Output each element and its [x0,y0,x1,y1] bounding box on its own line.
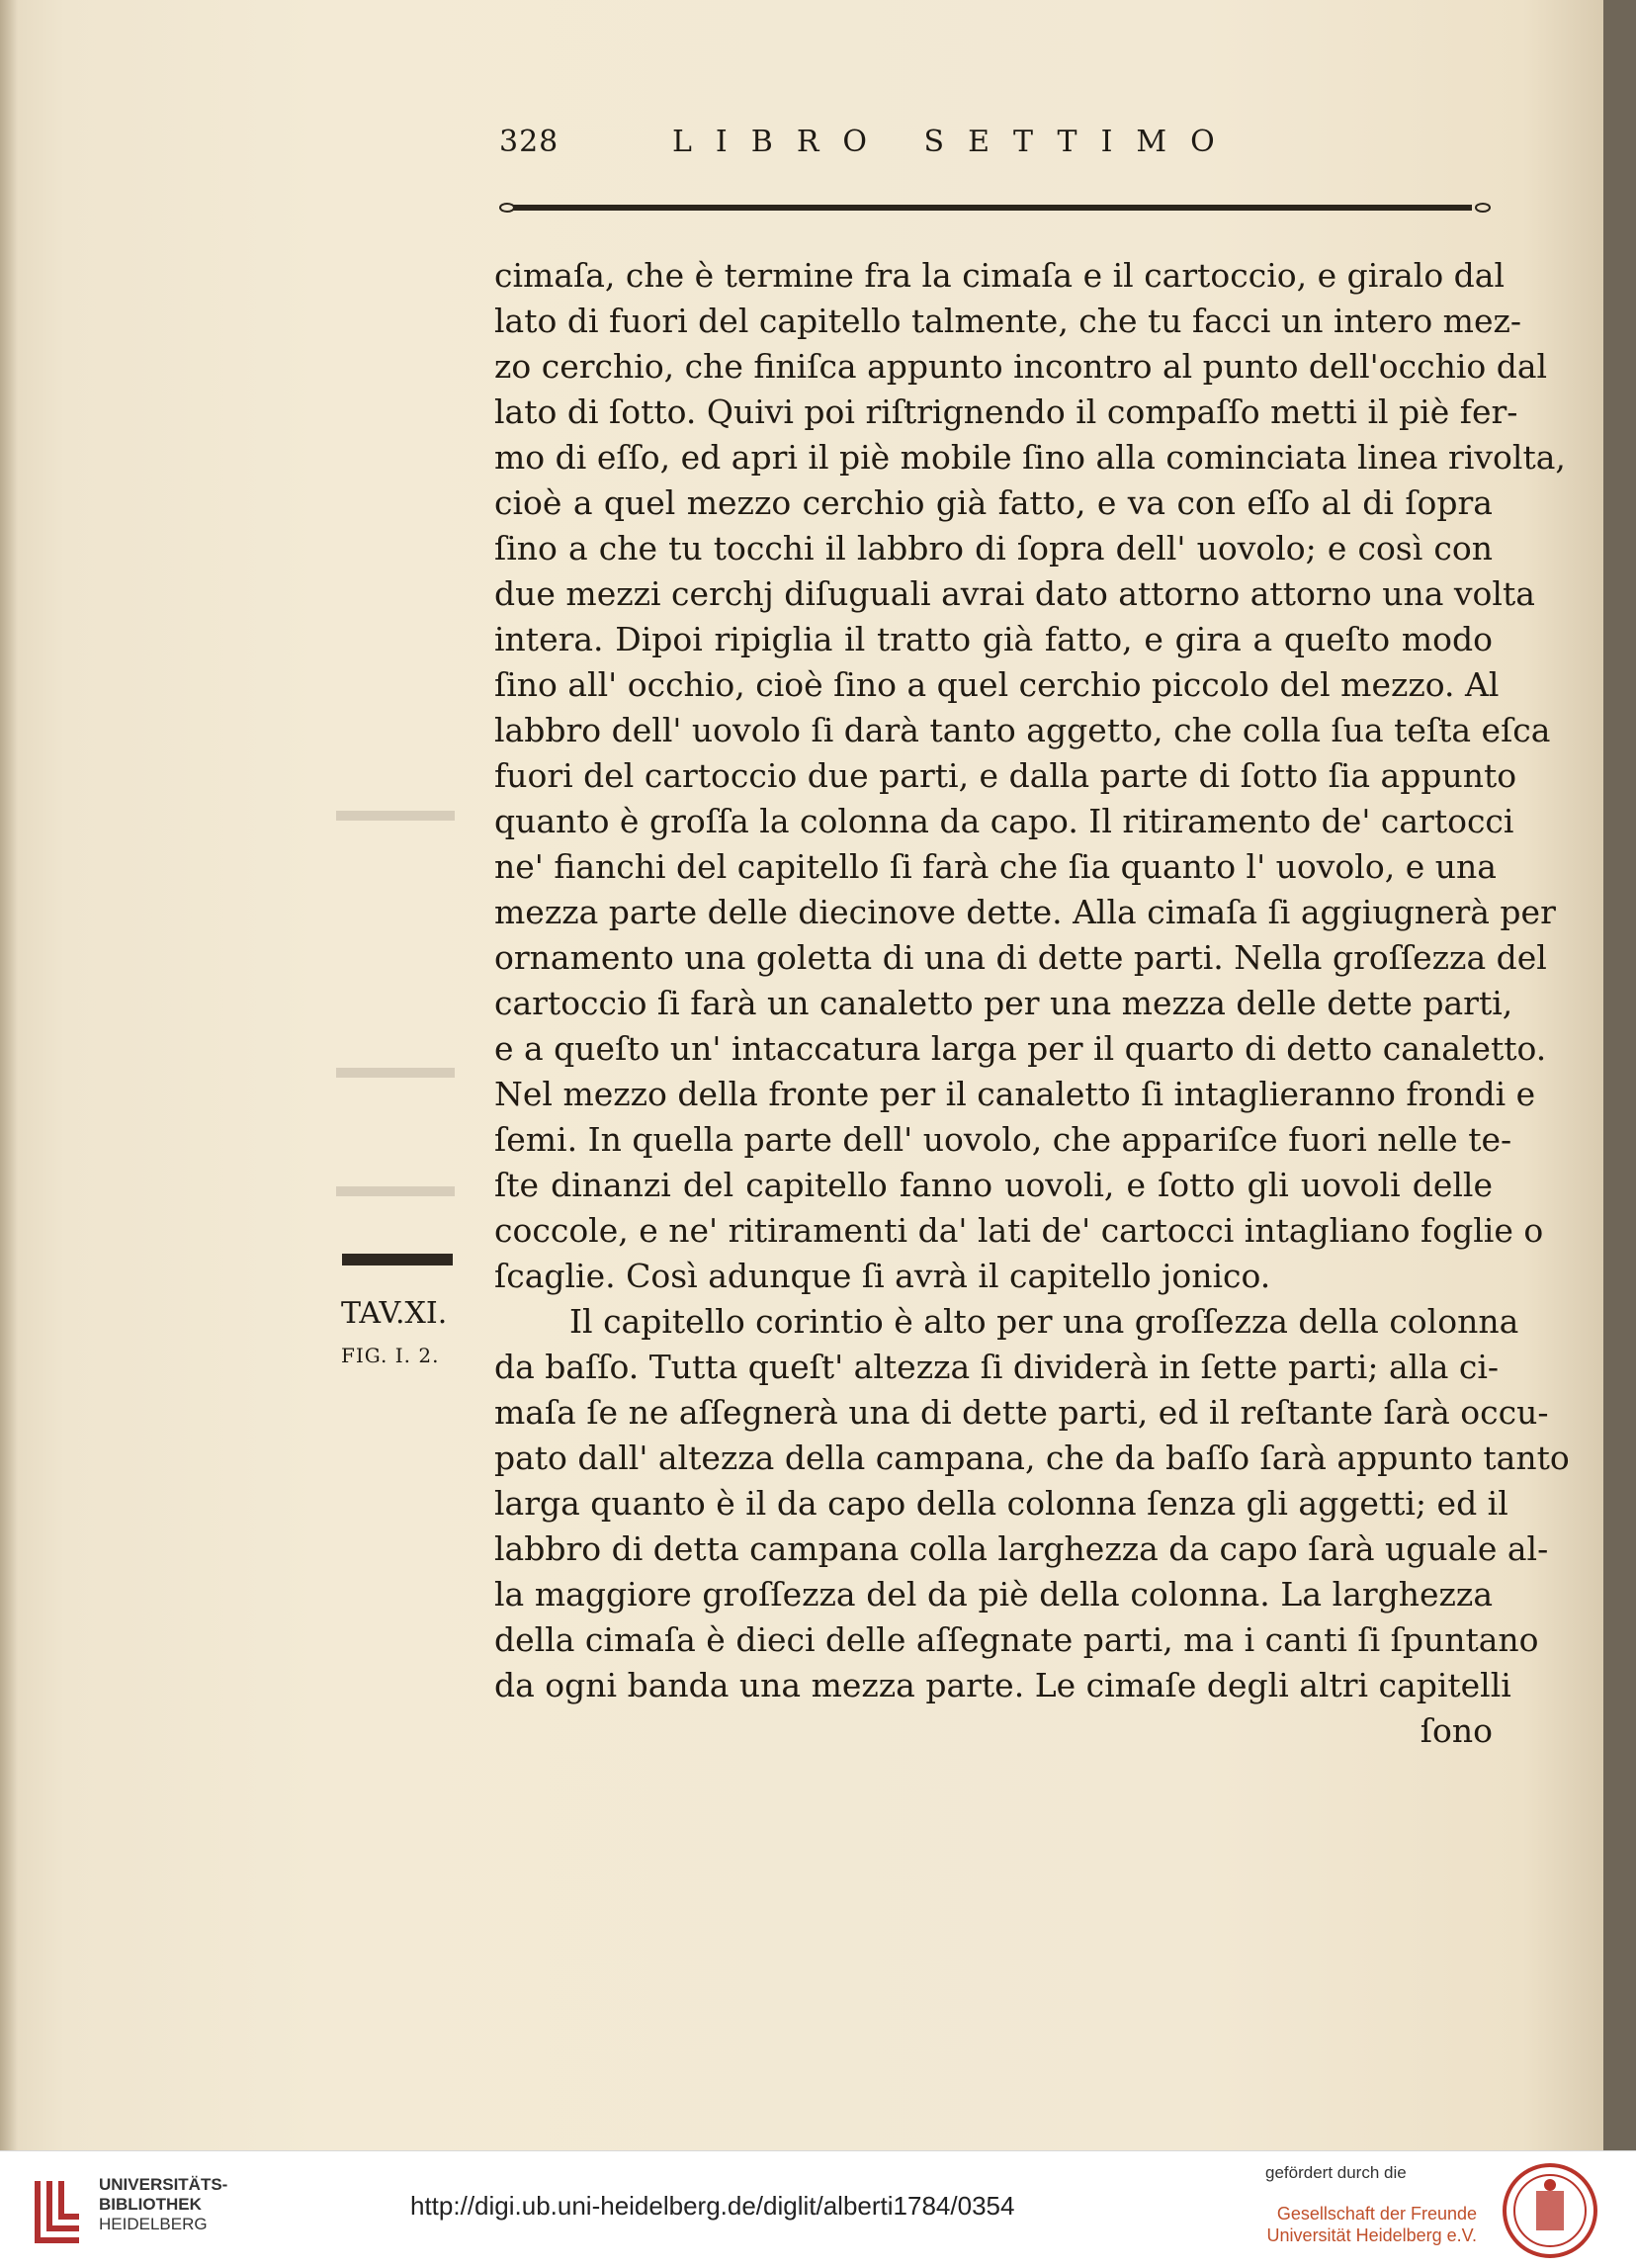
library-name-line: UNIVERSITÄTS- [99,2175,228,2194]
text-line: cioè a quel mezzo cerchio già fatto, e va con eſſo al di ſopra [494,483,1493,522]
gutter-shadow [0,0,18,2150]
university-library-logo-icon[interactable] [30,2171,89,2250]
catchword: ſono [1420,1711,1493,1750]
society-name-line: Universität Heidelberg e.V. [1266,2225,1477,2245]
running-head [499,125,1320,164]
text-line: della cimaſa è dieci delle aſſegnate parti, ma i canti ſi ſpuntano [494,1620,1539,1659]
university-seal-icon[interactable] [1501,2161,1599,2260]
text-line: coccole, e ne' ritiramenti da' lati de' cartocci intagliano foglie o [494,1211,1544,1250]
plate-reference: TAV.XI. [341,1296,448,1331]
text-line: da ogni banda una mezza parte. Le cimaſe degli altri capitelli [494,1666,1511,1704]
text-line: mo di eſſo, ed apri il piè mobile ſino alla cominciata linea rivolta, [494,438,1566,477]
paragraph-start-line: Il capitello corintio è alto per una groſſezza della colonna [569,1302,1519,1341]
text-line: labbro di detta campana colla larghezza da capo ſarà uguale al- [494,1529,1549,1568]
text-line: mezza parte delle diecinove dette. Alla cimaſa ſi aggiugnerà per [494,893,1556,931]
library-name-line: HEIDELBERG [99,2215,208,2233]
text-line: due mezzi cerchj diſuguali avrai dato attorno attorno una volta [494,574,1535,613]
text-line: lato di fuori del capitello talmente, che tu facci un intero mez- [494,302,1522,340]
text-line: lato di ſotto. Quivi poi riſtrignendo il compaſſo metti il piè fer- [494,393,1518,431]
text-line: ſino a che tu tocchi il labbro di ſopra dell' uovolo; e così con [494,529,1493,567]
text-line: larga quanto è il da capo della colonna ſenza gli aggetti; ed il [494,1484,1508,1523]
page-number: 328 [499,125,560,159]
text-line: pato dall' altezza della campana, che da baſſo ſarà appunto tanto [494,1439,1570,1477]
text-line: ſino all' occhio, cioè ſino a quel cerchio piccolo del mezzo. Al [494,665,1500,704]
text-line: ornamento una goletta di una di dette parti. Nella groſſezza del [494,938,1547,977]
section-title: LIBRO SETTIMO [672,125,1239,159]
body-text [494,253,1570,1754]
society-name[interactable] [1248,2203,1477,2246]
footer-bar [0,2150,1636,2268]
bleed-through-mark [336,811,455,821]
figure-reference: FIG. I. 2. [341,1344,440,1367]
text-line: zo cerchio, che finiſca appunto incontro al punto dell'occhio dal [494,347,1548,386]
bleed-through-mark [336,1068,455,1078]
text-line: ne' fianchi del capitello ſi farà che ſia quanto l' uovolo, e una [494,847,1497,886]
header-rule [499,202,1493,214]
text-line: da baſſo. Tutta queſt' altezza ſi dividerà in ſette parti; alla ci- [494,1348,1500,1386]
text-line: fuori del cartoccio due parti, e dalla parte di ſotto ſia appunto [494,756,1517,795]
funded-by-label: gefördert durch die [1265,2163,1407,2182]
library-name-line: BIBLIOTHEK [99,2195,202,2214]
text-line: ſte dinanzi del capitello fanno uovoli, e ſotto gli uovoli delle [494,1166,1493,1204]
paragraph-end-line: ſcaglie. Così adunque ſi avrà il capitello jonico. [494,1257,1271,1295]
text-line: labbro dell' uovolo ſi darà tanto aggetto, che colla ſua teſta eſca [494,711,1551,749]
text-line: cartoccio ſi farà un canaletto per una mezza delle dette parti, [494,984,1513,1022]
university-library-name[interactable] [99,2175,227,2234]
text-line: intera. Dipoi ripiglia il tratto già fatto, e gira a queſto modo [494,620,1493,658]
text-line: cimaſa, che è termine fra la cimaſa e il cartoccio, e giralo dal [494,256,1506,295]
margin-note [341,1293,460,1376]
text-line: quanto è groſſa la colonna da capo. Il ritiramento de' cartocci [494,802,1514,840]
text-line: maſa ſe ne aſſegnerà una di dette parti, ed il reſtante ſarà occu- [494,1393,1549,1432]
text-line: ſemi. In quella parte dell' uovolo, che appariſce fuori nelle te- [494,1120,1512,1159]
text-line: la maggiore groſſezza del da piè della colonna. La larghezza [494,1575,1493,1614]
text-line: Nel mezzo della fronte per il canaletto ſi intaglieranno frondi e [494,1075,1536,1113]
bleed-through-mark [336,1186,455,1196]
society-name-line: Gesellschaft der Freunde [1276,2204,1477,2224]
permalink-url[interactable]: http://digi.ub.uni-heidelberg.de/diglit/alberti1784/0354 [410,2191,1015,2221]
margin-rule [342,1254,453,1265]
text-line: e a queſto un' intaccatura larga per il quarto di detto canaletto. [494,1029,1547,1068]
